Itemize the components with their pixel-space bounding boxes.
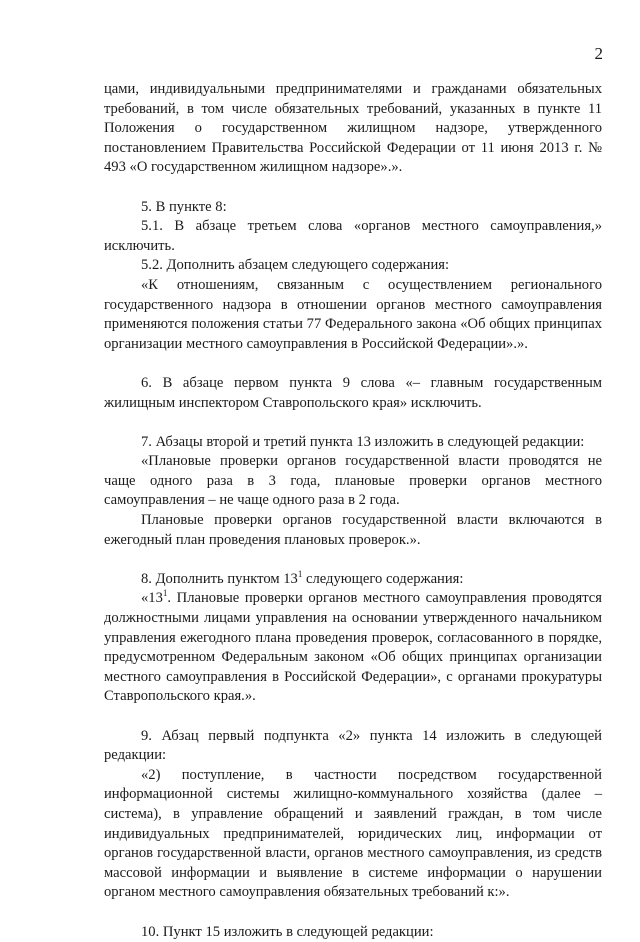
paragraph-quote-9: «2) поступление, в частности посредством государственной информационной системы жилищно-коммунального хозяйства (далее – система), в управление обращений и заявлений граждан, в том числе индивидуальных предпринимателей, юридических лиц, информации от органов государственной власти, органов местного самоуправления, из средств массовой информации и выявление в системе информации о нарушении органом местного самоуправления обязательных требований к:». (104, 766, 602, 901)
page-number: 2 (594, 44, 603, 63)
paragraph-quote-5-2: «К отношениям, связанным с осуществлением регионального государственного надзора в отношении органов местного самоуправления применяются положения статьи 77 Федерального закона «Об общих принципах организации местного самоуправления в Российской Федерации».». (104, 276, 602, 352)
paragraph-item-7: 7. Абзацы второй и третий пункта 13 изложить в следующей редакции: (141, 433, 585, 450)
paragraph-quote-7-a: «Плановые проверки органов государственной власти проводятся не чаще одного раза в 3 года, плановые проверки органов местного самоуправления – не чаще одного раза в 2 года. (104, 453, 602, 509)
paragraph-item-5: 5. В пункте 8: (141, 198, 227, 215)
paragraph-quote-7-b: Плановые проверки органов государственной власти включаются в ежегодный план проведения плановых проверок.». (104, 512, 602, 548)
paragraph-item-6: 6. В абзаце первом пункта 9 слова «– главным государственным жилищным инспектором Ставропольского края» исключить. (104, 374, 602, 411)
paragraph-continuation: цами, индивидуальными предпринимателями и гражданами обязательных требований, в том числе обязательных требований, указанных в пункте 11 Положения о государственном жилищном надзоре, утвержденного постановлением Правительства Российской Федерации от 11 июня 2013 г. № 493 «О государственном жилищном надзоре».». (104, 81, 602, 176)
paragraph-item-8 (104, 570, 602, 590)
quote-8-text-before: «13 (141, 590, 163, 607)
document-body (104, 80, 602, 942)
paragraph-item-9: 9. Абзац первый подпункта «2» пункта 14 изложить в следующей редакции: (104, 727, 602, 764)
quote-8-superscript: 1 (162, 588, 168, 599)
quote-8-text-after: . Плановые проверки органов местного самоуправления проводятся должностными лицами управления на основании утвержденного начальником управления ежегодного плана проведения проверок, согласованного в порядке, предусмотренном Федеральным законом «Об общих принципах организации местного самоуправления в Российской Федерации», с органами прокуратуры Ставропольского края.». (104, 590, 602, 705)
item-8-text-after: следующего содержания: (302, 570, 464, 587)
paragraph-item-10: 10. Пункт 15 изложить в следующей редакции: (141, 923, 434, 940)
paragraph-item-5-1: 5.1. В абзаце третьем слова «органов местного самоуправления,» исключить. (104, 218, 602, 254)
item-8-text-before: 8. Дополнить пунктом 13 (141, 570, 298, 587)
paragraph-item-5-2: 5.2. Дополнить абзацем следующего содержания: (141, 257, 450, 274)
paragraph-quote-8 (104, 589, 602, 707)
item-8-superscript: 1 (297, 568, 303, 579)
